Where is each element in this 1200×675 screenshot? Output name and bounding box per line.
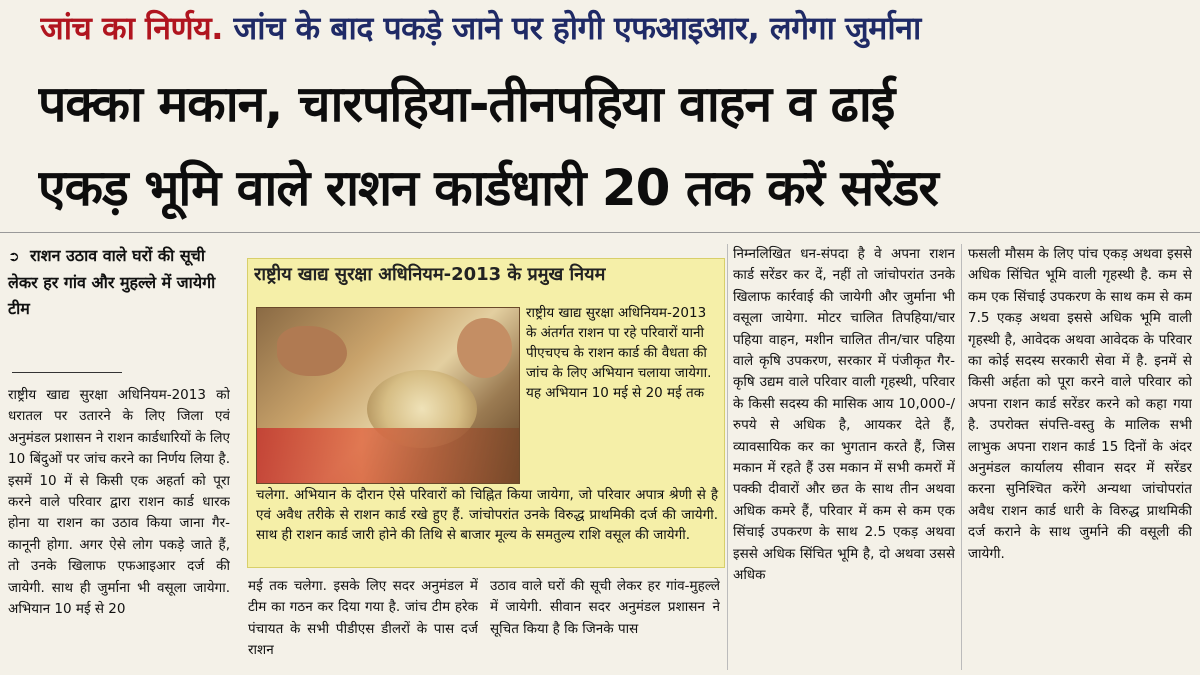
highlight-bullet [8, 243, 240, 322]
column-divider [727, 244, 728, 670]
kicker-label: जांच का निर्णय. [40, 9, 223, 47]
article-column-2a: मई तक चलेगा. इसके लिए सदर अनुमंडल में टीम का गठन कर दिया गया है. जांच टीम हरेक पंचायत के सभी पीडीएस डीलरों के पास दर्ज राशन [248, 578, 478, 659]
bullet-divider [12, 372, 122, 373]
rules-box-side-text: राष्ट्रीय खाद्य सुरक्षा अधिनियम-2013 के अंतर्गत राशन पा रहे परिवारों यानी पीएचएच के राशन कार्ड की वैधता की जांच के लिए अभियान चलाया जायेगा. यह अभियान 10 मई से 20 मई तक [526, 305, 712, 401]
headline-line-2: एकड़ भूमि वाले राशन कार्डधारी 20 तक करें सरेंडर [38, 159, 938, 217]
column-divider [961, 244, 962, 670]
ration-grain-photo [256, 307, 520, 484]
kicker-text: जांच के बाद पकड़े जाने पर होगी एफआइआर, लगेगा जुर्माना [233, 9, 921, 47]
headline-line-1: पक्का मकान, चारपहिया-तीनपहिया वाहन व ढाई [38, 75, 895, 133]
rules-box-title: राष्ट्रीय खाद्य सुरक्षा अधिनियम-2013 के प्रमुख नियम [254, 264, 606, 285]
bullet-arrow-icon: ➲ [8, 249, 20, 265]
headline-divider [0, 232, 1200, 233]
article-column-2b: उठाव वाले घरों की सूची लेकर हर गांव-मुहल्ले में जायेगी. सीवान सदर अनुमंडल प्रशासन ने सूचित किया है कि जिनके पास [490, 578, 720, 637]
kicker-line [40, 6, 1190, 50]
rules-box-body-text: चलेगा. अभियान के दौरान ऐसे परिवारों को चिह्नित किया जायेगा, जो परिवार अपात्र श्रेणी से है एवं अवैध तरीके से राशन कार्ड रखे हुए हैं. जांचोपरांत उनके विरुद्ध प्राथमिकी दर्ज की जायेगी. साथ ही राशन कार्ड जारी होने की तिथि से बाजार मूल्य के समतुल्य राशि वसूल की जायेगी. [256, 487, 718, 543]
bullet-text: राशन उठाव वाले घरों की सूची लेकर हर गांव और मुहल्ले में जायेगी टीम [8, 246, 216, 318]
article-column-1: राष्ट्रीय खाद्य सुरक्षा अधिनियम-2013 को धरातल पर उतारने के लिए जिला एवं अनुमंडल प्रशासन ने राशन कार्डधारियों के लिए 10 बिंदुओं पर जांच करने का निर्णय लिया है. इसमें 10 में से किसी एक अहर्ता को पूरा करने वाले परिवार द्वारा राशन कार्ड धारक होना या राशन का उठाव किया जाना गैर-कानूनी होगा. अगर ऐसे लोग पकड़े जाते हैं, तो उनके खिलाफ एफआइआर दर्ज की जायेगी. साथ ही जुर्माना भी वसूला जायेगा. अभियान 10 मई से 20 [8, 387, 230, 618]
article-column-3: निम्नलिखित धन-संपदा है वे अपना राशन कार्ड सरेंडर कर दें, नहीं तो जांचोपरांत उनके खिलाफ कार्रवाई की जायेगी और जुर्माना भी वसूला जायेगा. मोटर चालित तिपहिया/चार पहिया वाहन, मशीन चालित तीन/चार पहिया वाले कृषि उपकरण, सरकार में पंजीकृत गैर-कृषि उद्यम वाले परिवार वाली गृहस्थी, परिवार के किसी सदस्य की मासिक आय 10,000-/ रुपये से अधिक है, आयकर देते हैं, व्यावसायिक कर का भुगतान करते हैं, जिस मकान में रहते हैं उस मकान में सभी कमरों में पक्की दीवारों और छत के साथ तीन अथवा अधिक कमरे हैं, परिवार में कम से कम एक सिंचाई उपकरण के साथ 2.5 एकड़ अथवा इससे अधिक सिंचित भूमि है, दो अथवा उससे अधिक [733, 246, 955, 584]
rules-box [247, 258, 725, 568]
article-column-4: फसली मौसम के लिए पांच एकड़ अथवा इससे अधिक सिंचित भूमि वाली गृहस्थी है. कम से कम एक सिंचाई उपकरण के साथ कम से कम 7.5 एकड़ अथवा इससे अधिक भूमि वाली गृहस्थी है, आवेदक अथवा आवेदक के परिवार का कोई सदस्य सरकारी सेवा में है. इनमें से किसी अर्हता को पूरा करने वाले परिवार को अपना राशन कार्ड सरेंडर करने को कहा गया है. उपरोक्त संपत्ति-वस्तु के मालिक सभी लाभुक अपना राशन कार्ड 15 दिनों के अंदर अनुमंडल कार्यालय सीवान सदर में सरेंडर करना सुनिश्चित करेंगे अन्यथा जांचोपरांत अवैध राशन कार्ड धारी के विरुद्ध प्राथमिकी दर्ज कराने के साथ जुर्माने की वसूली की जायेगी. [968, 246, 1192, 562]
